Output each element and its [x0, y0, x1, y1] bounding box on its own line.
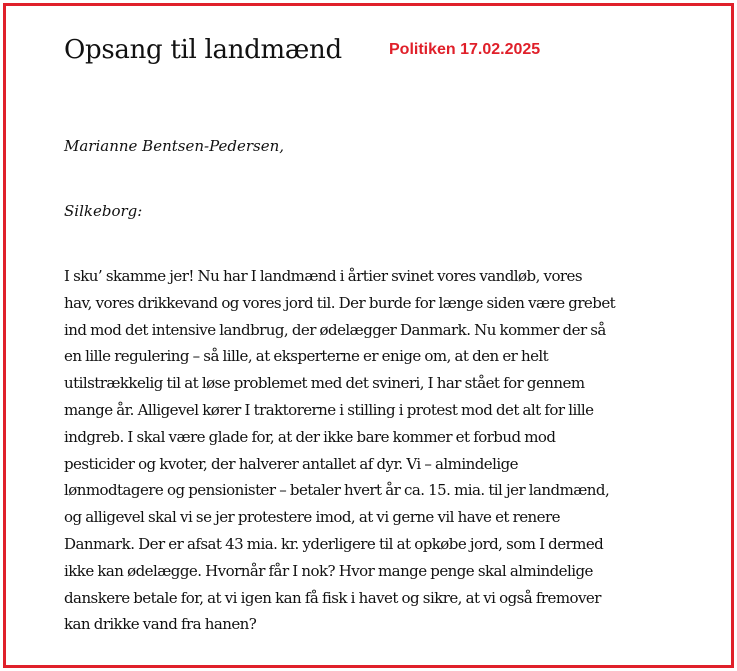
author-location: Silkeborg: [64, 202, 143, 220]
body-line: danskere betale for, at vi igen kan få fisk i havet og sikre, at vi også fremover [64, 588, 601, 607]
body-line: mange år. Alligevel kører I traktorerne i stilling i protest mod det alt for lille [64, 400, 594, 419]
body-line: indgreb. I skal være glade for, at der ikke bare kommer et forbud mod [64, 427, 556, 446]
body-line: I sku’ skamme jer! Nu har I landmænd i årtier svinet vores vandløb, vores [64, 267, 583, 285]
body-line: Danmark. Der er afsat 43 mia. kr. yderligere til at opkøbe jord, som I dermed [64, 534, 604, 553]
body-line: ikke kan ødelægge. Hvornår får I nok? Hvor mange penge skal almindelige [64, 561, 593, 580]
body-line: kan drikke vand fra hanen? [64, 615, 257, 634]
source-date-tag: Politiken 17.02.2025 [389, 41, 541, 58]
body-line: hav, vores drikkevand og vores jord til. Der burde for længe siden være grebet [64, 293, 616, 312]
body-line: en lille regulering – så lille, at eksperterne er enige om, at den er helt [64, 347, 549, 366]
letter-body [64, 263, 696, 638]
body-line: lønmodtagere og pensionister – betaler hvert år ca. 15. mia. til jer landmænd, [64, 481, 610, 500]
body-line: pesticider og kvoter, der halverer antallet af dyr. Vi – almindelige [64, 454, 518, 473]
article-headline: Opsang til landmænd [64, 35, 342, 65]
author-name: Marianne Bentsen-Pedersen, [64, 137, 285, 155]
article-frame [3, 3, 734, 668]
body-line: utilstrækkelig til at løse problemet med det svineri, I har stået for gennem [64, 374, 585, 393]
body-line: og alligevel skal vi se jer protestere imod, at vi gerne vil have et renere [64, 508, 560, 527]
body-line: ind mod det intensive landbrug, der ødelægger Danmark. Nu kommer der så [64, 320, 606, 339]
